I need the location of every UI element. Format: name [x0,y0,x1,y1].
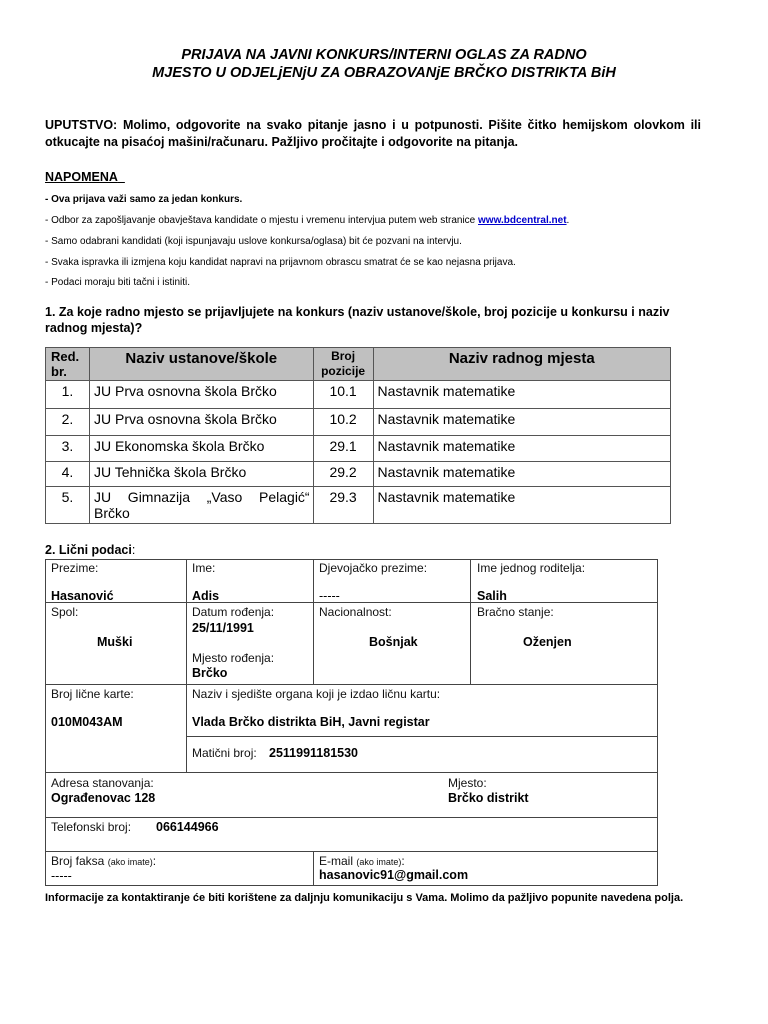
bracno-stanje-label: Bračno stanje: [477,605,554,619]
form-title-line-1: PRIJAVA NA JAVNI KONKURS/INTERNI OGLAS ZA RADNO [181,47,587,63]
bracno-stanje-field[interactable]: Oženjen [523,635,572,649]
header-naziv-radnog-mjesta: Naziv radnog mjesta [373,348,670,381]
positions-table [45,347,671,524]
datum-rodjenja-field[interactable]: 25/11/1991 [192,621,254,635]
header-naziv-ustanove: Naziv ustanove/škole [89,348,313,381]
table-row [46,436,671,462]
table-row [46,381,671,409]
mjesto-rodjenja-field[interactable]: Brčko [192,666,228,680]
telefon-field[interactable]: 066144966 [156,820,219,834]
section-2-title: 2. Lični podaci: [45,543,136,557]
row-divider [45,602,658,603]
col-divider [313,559,314,684]
maticni-broj-field[interactable]: 2511991181530 [269,746,358,760]
row-divider [45,851,658,852]
ime-roditelja-field[interactable]: Salih [477,589,507,603]
ime-field[interactable]: Adis [192,589,220,603]
row-school-line-2: Brčko [93,505,130,521]
nacionalnost-label: Nacionalnost: [319,605,392,619]
djevojacko-prezime-label: Djevojačko prezime: [319,561,428,575]
djevojacko-prezime-field[interactable]: ----- [319,589,340,603]
row-school: JU Tehnička škola Brčko [89,462,313,487]
telefon-label: Telefonski broj: [51,820,132,834]
organ-label: Naziv i sjedište organa koji je izdao ličnu kartu: [192,687,441,701]
nacionalnost-field[interactable]: Bošnjak [369,635,418,649]
col-divider [313,851,314,886]
adresa-label: Adresa stanovanja: [51,776,154,790]
faks-field[interactable]: ----- [51,869,72,883]
mjesto-label: Mjesto: [448,776,487,790]
note-item-2-text: - Odbor za zapošljavanje obavještava kandidate o mjestu i vremenu intervjua putem web stranice [45,215,479,226]
row-position: 10.2 [313,409,373,436]
form-title-line-2: MJESTO U ODJELjENjU ZA OBRAZOVANjE BRČKO DISTRIKTA BiH [152,65,616,81]
datum-rodjenja-label: Datum rođenja: [192,605,275,619]
note-item-5: - Podaci moraju biti tačni i istiniti. [45,277,191,288]
napomena-heading: NAPOMENA [45,170,118,184]
row-school: JU Prva osnovna škola Brčko [89,409,313,436]
header-broj-pozicije: Broj pozicije [313,348,373,381]
row-school [89,487,313,524]
spol-label: Spol: [51,605,79,619]
spol-field[interactable]: Muški [97,635,133,649]
email-field[interactable]: hasanovic91@gmail.com [319,868,469,882]
ime-label: Ime: [192,561,216,575]
prezime-label: Prezime: [51,561,99,575]
note-item-1: - Ova prijava važi samo za jedan konkurs. [45,194,243,205]
row-school-line-1: JU Gimnazija „Vaso Pelagić“ [93,489,310,505]
prezime-field[interactable]: Hasanović [51,589,114,603]
contact-info-note: Informacije za kontaktiranje će biti korištene za daljnju komunikaciju s Vama. Molimo da pažljivo popunite navedena polja. [45,892,684,904]
col-divider [470,559,471,684]
row-divider [186,736,658,737]
row-number: 5. [46,487,90,524]
row-job: Nastavnik matematike [373,436,670,462]
ime-roditelja-label: Ime jednog roditelja: [477,561,586,575]
organ-field[interactable]: Vlada Brčko distrikta BiH, Javni registar [192,715,430,729]
row-job: Nastavnik matematike [373,462,670,487]
row-position: 10.1 [313,381,373,409]
row-job: Nastavnik matematike [373,381,670,409]
note-item-4: - Svaka ispravka ili izmjena koju kandidat napravi na prijavnom obrascu smatrat će se kao nejasna prijava. [45,257,516,268]
col-divider [186,559,187,772]
note-item-3: - Samo odabrani kandidati (koji ispunjavaju uslove konkursa/oglasa) bit će pozvani na intervju. [45,236,462,247]
table-row [46,462,671,487]
row-position: 29.1 [313,436,373,462]
mjesto-rodjenja-label: Mjesto rođenja: [192,651,275,665]
row-job: Nastavnik matematike [373,409,670,436]
row-divider [45,684,658,685]
row-school: JU Ekonomska škola Brčko [89,436,313,462]
note-item-2 [45,214,569,227]
row-number: 4. [46,462,90,487]
table-row [46,487,671,524]
maticni-broj-label: Matični broj: [192,746,257,760]
email-label: E-mail (ako imate): [319,854,405,868]
instructions-text: UPUTSTVO: Molimo, odgovorite na svako pitanje jasno i u potpunosti. Pišite čitko hemijskom olovkom ili otkucajte na pisaćoj mašini/računaru. Pažljivo pročitajte i odgovorite na pitanja. [45,118,701,149]
row-divider [45,817,658,818]
note-item-2-suffix: . [566,215,570,226]
question-1: 1. Za koje radno mjesto se prijavljujete na konkurs (naziv ustanove/škole, broj pozicije u konkursu i naziv radnog mjesta)? [45,305,670,335]
row-job: Nastavnik matematike [373,487,670,524]
mjesto-field[interactable]: Brčko distrikt [448,791,529,805]
row-school: JU Prva osnovna škola Brčko [89,381,313,409]
adresa-field[interactable]: Ograđenovac 128 [51,791,156,805]
row-number: 3. [46,436,90,462]
broj-licne-karte-label: Broj lične karte: [51,687,134,701]
broj-licne-karte-field[interactable]: 010M043AM [51,715,123,729]
positions-table-header [46,348,671,381]
row-number: 1. [46,381,90,409]
row-position: 29.3 [313,487,373,524]
row-divider [45,772,658,773]
header-red-br: Red. br. [46,348,90,381]
row-number: 2. [46,409,90,436]
row-position: 29.2 [313,462,373,487]
faks-label: Broj faksa (ako imate): [51,854,157,868]
table-row [46,409,671,436]
bdcentral-link[interactable]: www.bdcentral.net [478,215,567,226]
